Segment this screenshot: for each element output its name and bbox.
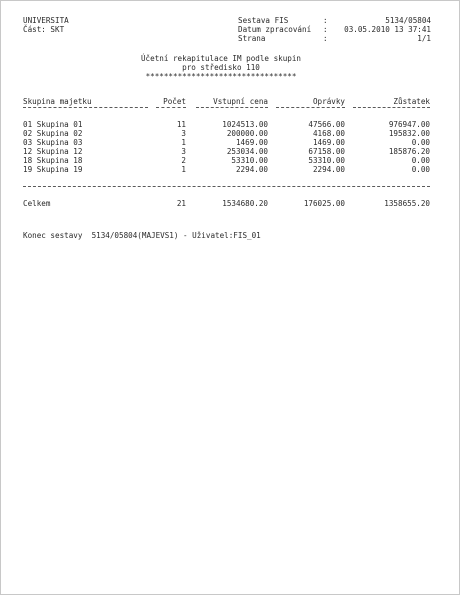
page-label: Strana (238, 34, 266, 43)
row-depreciation: 47566.00 (308, 120, 345, 129)
row-depreciation: 53310.00 (308, 156, 345, 165)
section-label: Část: SKT (23, 25, 65, 34)
total-label: Celkem (23, 199, 51, 208)
rule-balance (353, 107, 430, 108)
row-depreciation: 1469.00 (312, 138, 345, 147)
row-input-price: 1469.00 (235, 138, 268, 147)
col-header-input-price: Vstupní cena (213, 97, 268, 106)
row-input-price: 2294.00 (235, 165, 268, 174)
report-number: 5134/05804 (385, 16, 431, 25)
row-group: 03 Skupina 03 (23, 138, 83, 147)
row-depreciation: 4168.00 (312, 129, 345, 138)
report-end-line: Konec sestavy 5134/05804(MAJEVS1) - Uživatel:FIS_01 (23, 231, 261, 240)
row-group: 02 Skupina 02 (23, 129, 83, 138)
row-balance: 0.00 (411, 156, 430, 165)
rule-input-price (196, 107, 268, 108)
row-count: 1 (181, 165, 186, 174)
row-input-price: 253034.00 (226, 147, 268, 156)
total-separator (23, 186, 430, 187)
row-group: 18 Skupina 18 (23, 156, 83, 165)
rule-count (156, 107, 186, 108)
col-header-balance: Zůstatek (393, 97, 430, 106)
row-group: 19 Skupina 19 (23, 165, 83, 174)
row-depreciation: 2294.00 (312, 165, 345, 174)
row-balance: 185876.20 (388, 147, 430, 156)
company-name: UNIVERSITA (23, 16, 69, 25)
row-balance: 0.00 (411, 165, 430, 174)
report-subtitle: pro středisko 110 (182, 63, 260, 72)
row-depreciation: 67158.00 (308, 147, 345, 156)
total-balance: 1358655.20 (384, 199, 430, 208)
row-count: 2 (181, 156, 186, 165)
date-label: Datum zpracování (238, 25, 312, 34)
row-input-price: 53310.00 (231, 156, 268, 165)
report-colon: : (323, 16, 328, 25)
date-value: 03.05.2010 13 37:41 (344, 25, 431, 34)
title-underline: ********************************* (145, 72, 297, 81)
report-title: Účetní rekapitulace IM podle skupin (140, 54, 301, 63)
row-input-price: 200000.00 (226, 129, 268, 138)
col-header-count: Počet (163, 97, 186, 106)
row-group: 12 Skupina 12 (23, 147, 83, 156)
report-label: Sestava FIS (238, 16, 289, 25)
col-header-depreciation: Oprávky (312, 97, 345, 106)
row-balance: 976947.00 (388, 120, 430, 129)
page-number: 1/1 (417, 34, 431, 43)
date-colon: : (323, 25, 328, 34)
row-count: 3 (181, 129, 186, 138)
row-count: 1 (181, 138, 186, 147)
rule-group (23, 107, 148, 108)
page-colon: : (323, 34, 328, 43)
total-count: 21 (176, 199, 186, 208)
row-group: 01 Skupina 01 (23, 120, 83, 129)
total-depreciation: 176025.00 (303, 199, 345, 208)
row-input-price: 1024513.00 (222, 120, 268, 129)
row-count: 3 (181, 147, 186, 156)
total-input-price: 1534680.20 (222, 199, 268, 208)
row-count: 11 (176, 120, 186, 129)
rule-depreciation (276, 107, 345, 108)
row-balance: 0.00 (411, 138, 430, 147)
col-header-group: Skupina majetku (23, 97, 92, 106)
row-balance: 195832.00 (388, 129, 430, 138)
